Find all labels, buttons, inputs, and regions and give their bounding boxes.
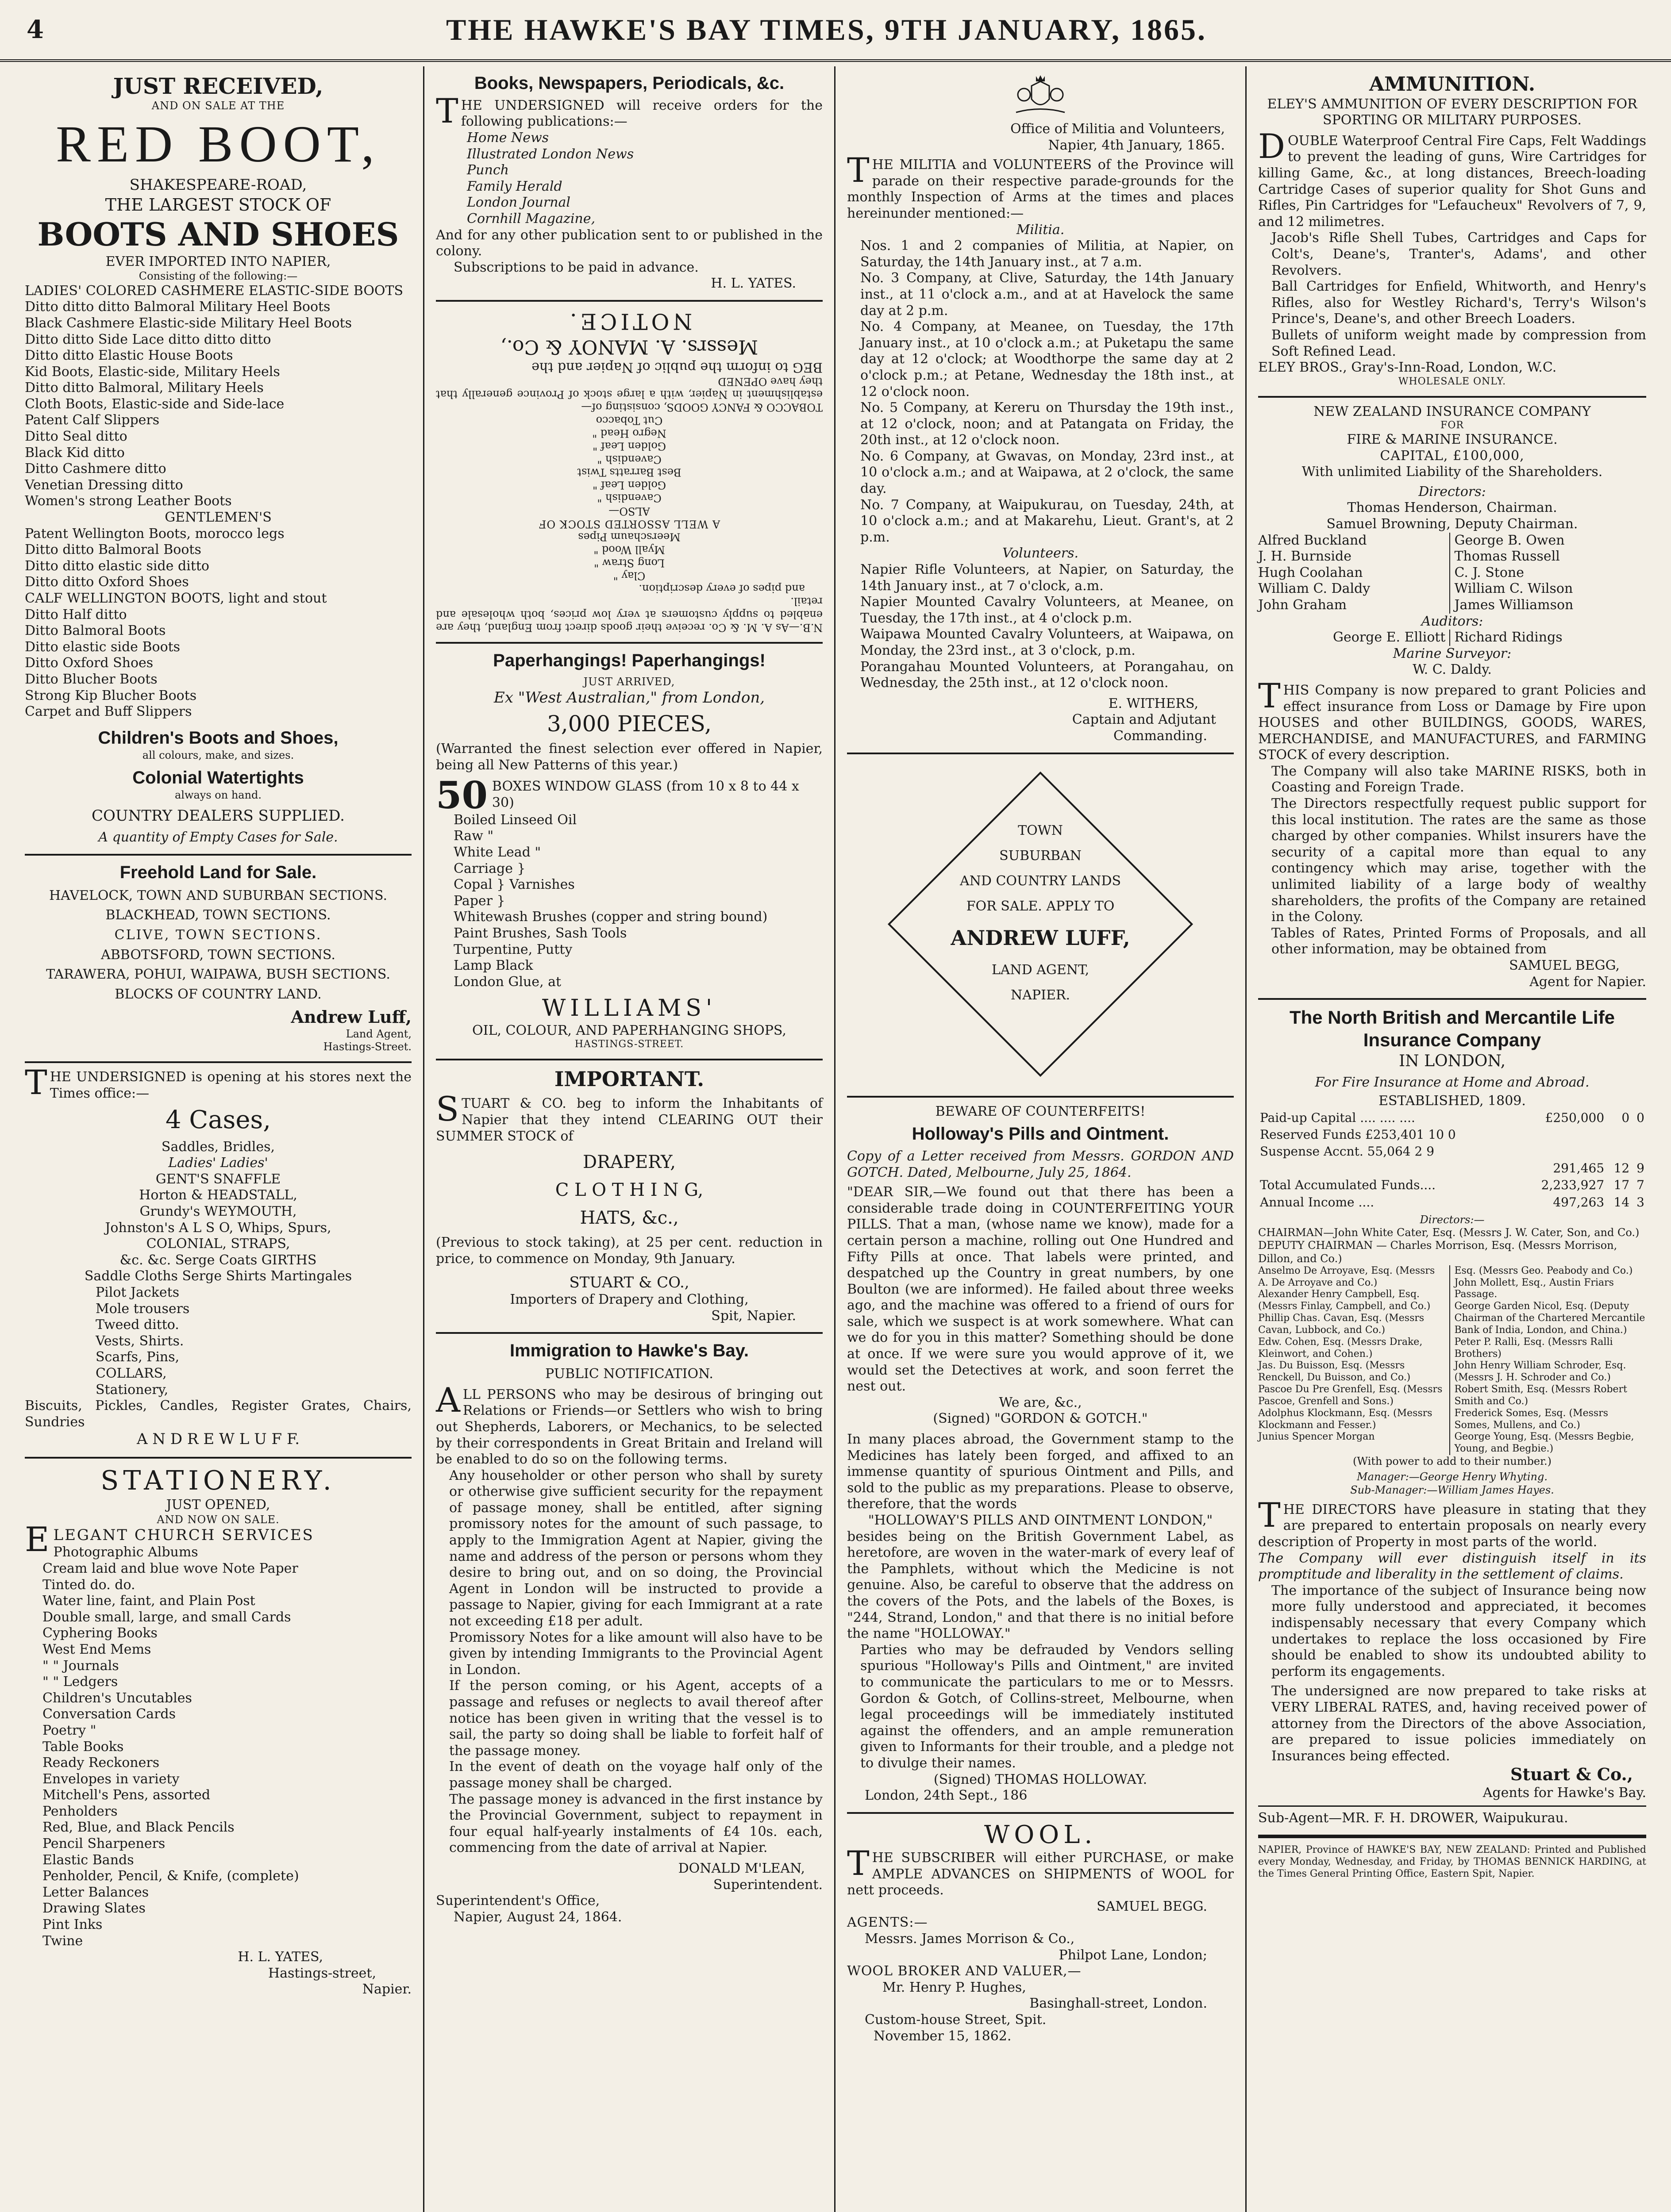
red-boot-ad: JUST RECEIVED, AND ON SALE AT THE RED BOOT, SHAKESPEARE-ROAD, THE LARGEST STOCK OF BOOTS AND SHOES EVER IMPORTED INTO NAPIER, Consisting of the following:— LADIES' COLORED CASHMERE ELASTIC-SIDE BOOTS Ditto ditto ditto Balmoral Military Heel Boots Black Cashmere Elastic-side Military Heel Boots Ditto ditto Side Lace ditto ditto ditto Ditto ditto Elastic House Boots Kid Boots, Elastic-side, Military Heels Ditto ditto Balmoral, Military Heels Cloth Boots, Elastic-side and Side-lace Patent Calf Slippers Ditto Seal ditto Black Kid ditto Ditto Cashmere ditto Venetian Dressing ditto Women's strong Leather Boots GENTLEMEN'S Patent Wellington Boots, morocco legs Ditto ditto Balmoral Boots Ditto ditto elastic side ditto Ditto ditto Oxford Shoes CALF WELLINGTON BOOTS, light and stout Ditto Half ditto Ditto Balmoral Boots Ditto elastic side Boots Ditto Oxford Shoes Ditto Blucher Boots Strong Kip Blucher Boots Carpet and Buff Slippers Children's Boots and Shoes, all colours, make, and sizes. Colonial Watertights always on hand. COUNTRY DEALERS SUPPLIED. A quantity of Empty Cases for Sale. [25,66,412,856]
militia-notice: Office of Militia and Volunteers, Napier, 4th January, 1865. THE MILITIA and VOLUNTEERS of the Province will parade on their respective parade-grounds for the monthly Inspection of Arms at the times and places hereinunder mentioned:— Militia. Nos. 1 and 2 companies of Militia, at Napier, on Saturday, the 14th January inst., at 7 a.m. No. 3 Company, at Clive, Saturday, the 14th January inst., at 11 o'clock a.m., and at at Havelock the same day at 2 p.m. No. 4 Company, at Meanee, on Tuesday, the 17th January inst., at 10 o'clock a.m.; at Puketapu the same day at 12 o'clock; at Woodthorpe the same day at 2 o'clock p.m.; at Petane, Wednesday the 18th inst., at 12 o'clock noon. No. 5 Company, at Kereru on Thursday the 19th inst., at 12 o'clock, noon; and at Patangata on Friday, the 20th inst., at 12 o'clock noon. No. 6 Company, at Gwavas, on Monday, 23rd inst., at 10 o'clock a.m.; and at Waipawa, at 2 o'clock, the same day. No. 7 Company, at Waipukurau, on Tuesday, 24th, at 10 o'clock a.m.; and at Makarehu, Lieut. Grant's, at 2 p.m. Volunteers. Napier Rifle Volunteers, at Napier, on Saturday, the 14th January inst., at 7 o'clock, a.m. Napier Mounted Cavalry Volunteers, at Meanee, on Tuesday, the 17th inst., at 4 o'clock p.m. Waipawa Mounted Cavalry Volunteers, at Waipawa, on Monday, the 23rd inst., at 3 o'clock, p.m. Porangahau Mounted Volunteers, at Porangahau, on Wednesday, the 25th inst., at 12 o'clock noon. E. WITHERS, Captain and Adjutant Commanding. [847,66,1234,754]
ammunition-ad: AMMUNITION. ELEY'S AMMUNITION OF EVERY DESCRIPTION FOR SPORTING OR MILITARY PURPOSES. DOUBLE Waterproof Central Fire Caps, Felt Waddings to prevent the leading of guns, Wire Cartridges for killing Game, &c., at long distances, Breech-loading Cartridge Cases of superior quality for Shot Guns and Rifles, Pin Cartridges for "Lefaucheux" Revolvers of 7, 9, and 12 milimetres. Jacob's Rifle Shell Tubes, Cartridges and Caps for Colt's, Deane's, Tranter's, Adams', and other Revolvers. Ball Cartridges for Enfield, Whitworth, and Henry's Rifles, also for Westley Richard's, Terry's Wilson's Prince's, Deane's, and other Breech Loaders. Bullets of uniform weight made by compression from Soft Refined Lead. ELEY BROS., Gray's-Inn-Road, London, W.C. WHOLESALE ONLY. [1258,66,1646,398]
holloway-ad: BEWARE OF COUNTERFEITS! Holloway's Pills and Ointment. Copy of a Letter received from Messrs. GORDON AND GOTCH. Dated, Melbourne, July 25, 1864. "DEAR SIR,—We found out that there has been a considerable trade doing in COUNTERFEITING YOUR PILLS. That a man, (whose name we know), made for a certain person a machine, rolling out One Hundred and Fifty Pills at once. That labels were printed, and despatched up the Country in great numbers, by one Boulton (we are informed). He failed about three weeks ago, and the machine was offered to a friend of ours for sale, which we suspect is at work somewhere. What can we do for you in this matter? Something should be done at once. If we were sure you would approve of it, we would set the Detectives at work, and soon ferret the nest out. We are, &c., (Signed) "GORDON & GOTCH." In many places abroad, the Government stamp to the Medicines has lately been forged, and affixed to an immense quantity of spurious Ointment and Pills, and sold to the public as my preparations. Please to observe, therefore, that the words "HOLLOWAY'S PILLS AND OINTMENT LONDON," besides being on the British Government Label, as heretofore, are woven in the water-mark of every leaf of the Pamphlets, without which the Medicine is not genuine. Also, be careful to observe that the address on the covers of the Pots, and the labels of the Boxes, is "244, Strand, London," and that there is no initial before the name "HOLLOWAY." Parties who may be defrauded by Vendors selling spurious "Holloway's Pills and Ointment," are invited to communicate the particulars to me or to Messrs. Gordon & Gotch, of Collins-street, Melbourne, when legal proceedings will be immediately instituted against the offenders, and an ample remuneration given to Informants for their trouble, and a pledge not to divulge their names. (Signed) THOMAS HOLLOWAY. London, 24th Sept., 186 [847,1098,1234,1814]
four-cases-ad: THE UNDERSIGNED is opening at his stores next the Times office:— 4 Cases, Saddles, Bridles, Ladies' Ladies' GENT'S SNAFFLE Horton & HEADSTALL, Grundy's WEYMOUTH, Johnston's A L S O, Whips, Spurs, COLONIAL, STRAPS, &c. &c. Serge Coats GIRTHS Saddle Cloths Serge Shirts Martingales Pilot Jackets Mole trousers Tweed ditto. Vests, Shirts. Scarfs, Pins, COLLARS, Stationery, Biscuits, Pickles, Candles, Register Grates, Chairs, Sundries A N D R E W L U F F. [25,1063,412,1459]
important-ad: IMPORTANT. STUART & CO. beg to inform the Inhabitants of Napier that they intend CLEARING OUT their SUMMER STOCK of DRAPERY, C L O T H I N G, HATS, &c., (Previous to stock taking), at 25 per cent. reduction in price, to commence on Monday, 9th January. STUART & CO., Importers of Drapery and Clothing, Spit, Napier. [436,1060,823,1334]
freehold-land-ad: Freehold Land for Sale. HAVELOCK, TOWN AND SUBURBAN SECTIONS. BLACKHEAD, TOWN SECTIONS. CLIVE, TOWN SECTIONS. ABBOTSFORD, TOWN SECTIONS. TARAWERA, POHUI, WAIPAWA, BUSH SECTIONS. BLOCKS OF COUNTRY LAND. Andrew Luff, Land Agent, Hastings-Street. [25,856,412,1063]
wool-ad: WOOL. THE SUBSCRIBER will either PURCHASE, or make AMPLE ADVANCES on SHIPMENTS of WOOL for nett proceeds. SAMUEL BEGG. AGENTS:— Messrs. James Morrison & Co., Philpot Lane, London; WOOL BROKER AND VALUER,— Mr. Henry P. Hughes, Basinghall-street, London. Custom-house Street, Spit. November 15, 1862. [847,1820,1234,2044]
directors-list: Alfred Buckland J. H. Burnside Hugh Coolahan William C. Daldy John Graham George B. Owen Thomas Russell C. J. Stone William C. Wilson James Williamson [1258,532,1574,613]
column-1 [13,66,424,2212]
column-3 [836,66,1247,2212]
north-british-ad: The North British and Mercantile Life Insurance Company IN LONDON, For Fire Insurance at Home and Abroad. ESTABLISHED, 1809. Paid-up Capital .... .... .... £250,000 0 0 Reserved Funds £253,401 10 0 Suspense Accnt. 55,064 2 9 291,465 12 9 Total Accumulated Funds.... 2,233,927 17 7 Annual Income .... 497,263 14 3 Directors:— CHAIRMAN—John White Cater, Esq. (Messrs J. W. Cater, Son, and Co.) DEPUTY CHAIRMAN — Charles Morrison, Esq. (Messrs Morrison, Dillon, and Co.) Anselmo De Arroyave, Esq. (Messrs A. De Arroyave and Co.) Alexander Henry Campbell, Esq. (Messrs Finlay, Campbell, and Co.) Phillip Chas. Cavan, Esq. (Messrs Cavan, Lubbock, and Co.) Edw. Cohen, Esq. (Messrs Drake, Kleinwort, and Cohen.) Jas. Du Buisson, Esq. (Messrs Renckell, Du Buisson, and Co.) Pascoe Du Pre Grenfell, Esq. (Messrs Pascoe, Grenfell and Sons.) Adolphus Klockmann, Esq. (Messrs Klockmann and Fesser.) Junius Spencer Morgan Esq. (Messrs Geo. Peabody and Co.) John Mollett, Esq., Austin Friars Passage. George Garden Nicol, Esq. (Deputy Chairman of the Chartered Mercantile Bank of India, London, and China.) Peter P. Ralli, Esq. (Messrs Ralli Brothers) John Henry William Schroder, Esq. (Messrs J. H. Schroder and Co.) Robert Smith, Esq. (Messrs Robert Smith and Co.) Frederick Somes, Esq. (Messrs Somes, Mullens, and Co.) George Young, Esq. (Messrs Begbie, Young, and Begbie.) (With power to add to their number.) Manager:—George Henry Whyting. Sub-Manager:—William James Hayes. THE DIRECTORS have pleasure in stating that they are prepared to entertain proposals on nearly every description of Property in most parts of the world. The Company will ever distinguish itself in its promptitude and liberality in the settlement of claims. The importance of the subject of Insurance being now more fully understood and appreciated, it becomes indispensably necessary that every Company which undertakes to replace the loss occasioned by Fire should be enabled to show its undoubted ability to perform its engagements. The undersigned are now prepared to take risks at VERY LIBERAL RATES, and, having received power of attorney from the Directors of the above Association, are prepared to issue policies immediately on Insurances being effected. Stuart & Co., Agents for Hawke's Bay. Sub-Agent—MR. F. H. DROWER, Waipukurau. [1258,1000,1646,1836]
column-4 [1247,66,1658,2212]
nz-insurance-ad: NEW ZEALAND INSURANCE COMPANY FOR FIRE & MARINE INSURANCE. CAPITAL, £100,000, With unlimited Liability of the Shareholders. Directors: Thomas Henderson, Chairman. Samuel Browning, Deputy Chairman. Alfred Buckland J. H. Burnside Hugh Coolahan William C. Daldy John Graham George B. Owen Thomas Russell C. J. Stone William C. Wilson James Williamson Auditors: George E. Elliott Richard Ridings Marine Surveyor: W. C. Daldy. THIS Company is now prepared to grant Policies and effect insurance from Loss or Damage by Fire upon HOUSES and other BUILDINGS, GOODS, WARES, MERCHANDISE, and MANUFACTURES, and FARMING STOCK of every description. The Company will also take MARINE RISKS, both in Coasting and Foreign Trade. The Directors respectfully request public support for this local institution. The rates are the same as those charged by other companies. Whilst insurers have the security of a capital more than equal to any contingency which may arise, together with the unlimited liability of a large body of wealthy shareholders, the profits of the Company are retained in the Colony. Tables of Rates, Printed Forms of Proposals, and all other information, may be obtained from SAMUEL BEGG, Agent for Napier. [1258,398,1646,1000]
stationery-ad: STATIONERY. JUST OPENED, AND NOW ON SALE. ELEGANT CHURCH SERVICES Photographic Albums Cream laid and blue wove Note Paper Tinted do. do. Water line, faint, and Plain Post Double small, large, and small Cards Cyphering Books West End Mems " " Journals " " Ledgers Children's Uncutables Conversation Cards Poetry " Table Books Ready Reckoners Envelopes in variety Mitchell's Pens, assorted Penholders Red, Blue, and Black Pencils Pencil Sharpeners Elastic Bands Penholder, Pencil, & Knife, (complete) Letter Balances Drawing Slates Pint Inks Twine H. L. YATES, Hastings-street, Napier. [25,1465,412,1997]
printer-imprint: NAPIER, Province of HAWKE'S BAY, NEW ZEALAND: Printed and Published every Monday, Wednesday, and Friday, by THOMAS BENNICK HARDING, at the Times General Printing Office, Eastern Spit, Napier. [1258,1836,1646,1888]
ladies-boots-list: LADIES' COLORED CASHMERE ELASTIC-SIDE BOOTS Ditto ditto ditto Balmoral Military Heel Boots Black Cashmere Elastic-side Military Heel Boots Ditto ditto Side Lace ditto ditto ditto Ditto ditto Elastic House Boots Kid Boots, Elastic-side, Military Heels Ditto ditto Balmoral, Military Heels Cloth Boots, Elastic-side and Side-lace Patent Calf Slippers Ditto Seal ditto Black Kid ditto Ditto Cashmere ditto Venetian Dressing ditto Women's strong Leather Boots [25,283,404,509]
masthead [0,0,1671,62]
page-number: 4 [27,15,44,44]
red-boot-title: RED BOOT, [56,115,381,173]
gentlemen-boots-list: Patent Wellington Boots, morocco legs Ditto ditto Balmoral Boots Ditto ditto elastic side ditto Ditto ditto Oxford Shoes CALF WELLINGTON BOOTS, light and stout Ditto Half ditto Ditto Balmoral Boots Ditto elastic side Boots Ditto Oxford Shoes Ditto Blucher Boots Strong Kip Blucher Boots Carpet and Buff Slippers [25,526,327,720]
column-2 [424,66,836,2212]
newspaper-title: THE HAWKE'S BAY TIMES, 9TH JANUARY, 1865. [446,12,1207,46]
funds-table: Paid-up Capital .... .... .... £250,000 0 0 Reserved Funds £253,401 10 0 Suspense Accnt. 55,064 2 9 291,465 12 9 Total Accumulated Funds.... 2,233,927 17 7 Annual Income .... 497,263 14 3 [1260,1110,1644,1210]
andrew-luff-diamond-ad: TOWN SUBURBAN AND COUNTRY LANDS FOR SALE. APPLY TO ANDREW LUFF, LAND AGENT, NAPIER. [847,754,1234,1098]
nb-directors-list: Anselmo De Arroyave, Esq. (Messrs A. De Arroyave and Co.) Alexander Henry Campbell, Esq. (Messrs Finlay, Campbell, and Co.) Phillip Chas. Cavan, Esq. (Messrs Cavan, Lubbock, and Co.) Edw. Cohen, Esq. (Messrs Drake, Kleinwort, and Cohen.) Jas. Du Buisson, Esq. (Messrs Renckell, Du Buisson, and Co.) Pascoe Du Pre Grenfell, Esq. (Messrs Pascoe, Grenfell and Sons.) Adolphus Klockmann, Esq. (Messrs Klockmann and Fesser.) Junius Spencer Morgan Esq. (Messrs Geo. Peabody and Co.) John Mollett, Esq., Austin Friars Passage. George Garden Nicol, Esq. (Deputy Chairman of the Chartered Mercantile Bank of India, London, and China.) Peter P. Ralli, Esq. (Messrs Ralli Brothers) John Henry William Schroder, Esq. (Messrs J. H. Schroder and Co.) Robert Smith, Esq. (Messrs Robert Smith and Co.) Frederick Somes, Esq. (Messrs Somes, Mullens, and Co.) George Young, Esq. (Messrs Begbie, Young, and Begbie.) [1258,1265,1645,1455]
books-ad: Books, Newspapers, Periodicals, &c. THE UNDERSIGNED will receive orders for the following publications:— Home News Illustrated London News Punch Family Herald London Journal Cornhill Magazine, And for any other publication sent to or published in the colony. Subscriptions to be paid in advance. H. L. YATES. [436,66,823,302]
paperhangings-ad: Paperhangings! Paperhangings! JUST ARRIVED, Ex "West Australian," from London, 3,000 PIECES, (Warranted the finest selection ever offered in Napier, being all New Patterns of this year.) 50 BOXES WINDOW GLASS (from 10 x 8 to 44 x 30) Boiled Linseed Oil Raw " White Lead " Carriage } Copal } Varnishes Paper } Whitewash Brushes (copper and string bound) Paint Brushes, Sash Tools Turpentine, Putty Lamp Black London Glue, at WILLIAMS' OIL, COLOUR, AND PAPERHANGING SHOPS, HASTINGS-STREET. [436,644,823,1061]
royal-coat-of-arms-icon [1012,73,1069,117]
immigration-ad: Immigration to Hawke's Bay. PUBLIC NOTIFICATION. ALL PERSONS who may be desirous of bringing out Relations or Friends—or Settlers who wish to bring out Shepherds, Laborers, or Mechanics, to be selected by their correspondents in Great Britain and Ireland will be enabled to do so on the following terms. Any householder or other person who shall by surety or otherwise give sufficient security for the repayment of passage money, shall be entitled, after signing promissory notes for the amount of such passage, to apply to the Immigration Agent at Napier, giving the name and address of the person or persons whom they desire to bring out, and on so doing, the Provincial Agent in London will be instructed to provide a passage to Napier, giving for each Immigrant at a rate not exceeding £18 per adult. Promissory Notes for a like amount will also have to be given by intending Immigrants to the Provincial Agent in London. If the person coming, or his Agent, accepts of a passage and refuses or neglects to avail thereof after notice has been given in writing that the vessel is to sail, the party so doing shall be liable to forfeit half of the passage money. In the event of death on the voyage half only of the passage money shall be charged. The passage money is advanced in the first instance by the Provincial Government, subject to repayment in four equal half-yearly instalments of £4 10s. each, commencing from the date of arrival at Napier. DONALD M'LEAN, Superintendent. Superintendent's Office, Napier, August 24, 1864. [436,1341,823,1925]
manoy-notice-upside-down: N.B.—As A. M. & Co. receive their goods direct from England, they are enabled to supply customers at very low prices, both wholesale and retail. and pipes of every description. Clay " Long Straw " Myall Wood " Meerschaum Pipes A WELL ASSORTED STOCK OF ALSO— Cavendish " Golden Leaf " Best Barratts Twist Cavendish " Golden Leaf " Negro Head " Cut Tobacco TOBACCO & FANCY GOODS, consisting of— establishment in Napier, with a large stock of Province generally that they have OPENED BEG to inform the public of Napier and the Messrs. A. MANOY & Co., NOTICE. [436,302,823,644]
columns [13,66,1658,2212]
